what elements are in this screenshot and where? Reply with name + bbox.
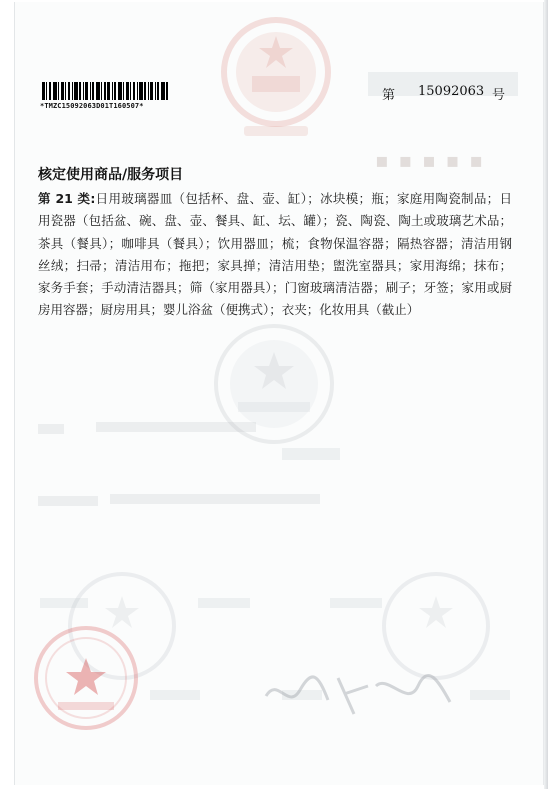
section-title: 核定使用商品/服务项目 — [38, 167, 184, 183]
signature-watermark — [258, 656, 458, 726]
goods-items: 日用玻璃器皿（包括杯、盘、壶、缸）；冰块模；瓶；家庭用陶瓷制品；日用瓷器（包括盆、碗、盘、壶、餐具、缸、坛、罐）；瓷、陶瓷、陶土或玻璃艺术品；茶具（餐具）；咖啡具（餐具）；饮用器皿；梳；食物保温容器；隔热容器；清洁用钢丝绒；扫帚；清洁用布；拖把；家具掸；清洁用垫；盥洗室器具；家用海绵；抹布；家务手套；手动清洁器具；筛（家用器具）；门窗玻璃清洁器；刷子；牙签；家用或厨房用容器；厨房用具；婴儿浴盆（便携式）；衣夹；化妆用具（截止） — [38, 191, 512, 318]
class-label: 第 21 类: — [38, 191, 96, 206]
red-official-seal — [30, 622, 142, 734]
registration-number-value: 15092063 — [418, 84, 485, 99]
background-title-watermark: ▪▪▪▪▪ — [375, 148, 493, 172]
registration-suffix: 号 — [492, 88, 506, 103]
registration-prefix: 第 — [382, 88, 396, 103]
barcode-text: *TMZC15092063D01T160507* — [40, 102, 144, 110]
